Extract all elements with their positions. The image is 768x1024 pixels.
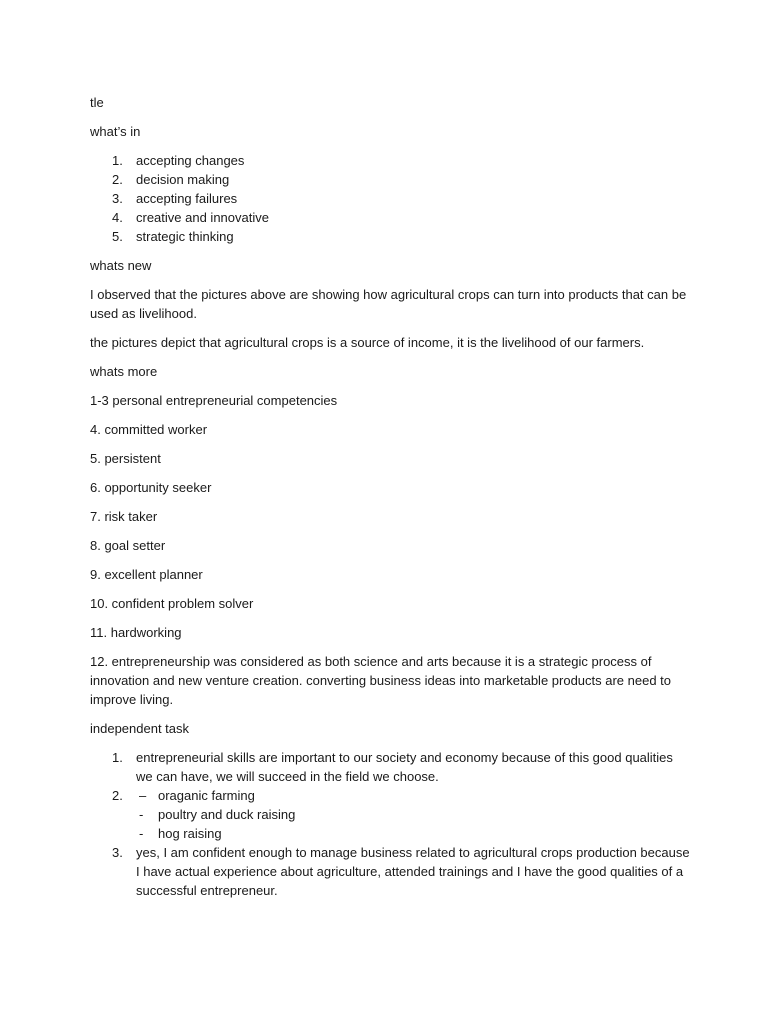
whats-new-paragraph-2: the pictures depict that agricultural crops is a source of income, it is the livelihood of our farmers. bbox=[90, 335, 645, 350]
whats-more-line: 10. confident problem solver bbox=[90, 596, 254, 611]
list-text: yes, I am confident enough to manage business related to agricultural crops production because I have actual experience about agriculture, attended trainings and I have the good qualities of a successful entrepreneur. bbox=[136, 845, 690, 898]
list-text: creative and innovative bbox=[136, 210, 269, 225]
list-number: 4. bbox=[112, 210, 123, 225]
list-text: accepting failures bbox=[136, 191, 238, 206]
whats-more-paragraph: 12. entrepreneurship was considered as both science and arts because it is a strategic process of innovation and new venture creation. converting business ideas into marketable products are need to improve living. bbox=[90, 654, 672, 707]
list-item bbox=[90, 843, 690, 900]
whats-more-line: 8. goal setter bbox=[90, 538, 166, 553]
sub-list-item bbox=[136, 824, 690, 843]
list-text: decision making bbox=[136, 172, 230, 187]
dash-marker: – bbox=[139, 788, 147, 803]
whats-more-line: 5. persistent bbox=[90, 451, 161, 466]
whats-in-title: what’s in bbox=[90, 124, 141, 139]
whats-more-line: 9. excellent planner bbox=[90, 567, 203, 582]
sub-list-text: hog raising bbox=[158, 826, 222, 841]
independent-task-title: independent task bbox=[90, 721, 190, 736]
whats-new-title: whats new bbox=[90, 258, 152, 273]
list-text: strategic thinking bbox=[136, 229, 234, 244]
list-item bbox=[90, 151, 690, 170]
list-number: 2. bbox=[112, 788, 123, 803]
list-item bbox=[90, 786, 690, 843]
list-text: entrepreneurial skills are important to our society and economy because of this good qualities we can have, we will succeed in the field we choose. bbox=[136, 750, 673, 784]
sub-list-item bbox=[136, 786, 690, 805]
whats-more-line: 4. committed worker bbox=[90, 422, 208, 437]
list-item bbox=[90, 170, 690, 189]
list-number: 2. bbox=[112, 172, 123, 187]
list-text: accepting changes bbox=[136, 153, 245, 168]
list-item bbox=[90, 208, 690, 227]
whats-more-title: whats more bbox=[90, 364, 158, 379]
whats-more-line: 1-3 personal entrepreneurial competencies bbox=[90, 393, 338, 408]
sub-list bbox=[136, 786, 690, 843]
whats-in-list bbox=[90, 151, 690, 246]
list-number: 1. bbox=[112, 750, 123, 765]
list-item bbox=[90, 748, 690, 786]
document-heading: tle bbox=[90, 95, 104, 110]
list-item bbox=[90, 189, 690, 208]
sub-list-text: poultry and duck raising bbox=[158, 807, 296, 822]
sub-list-text: oraganic farming bbox=[158, 788, 255, 803]
list-number: 3. bbox=[112, 191, 123, 206]
list-number: 3. bbox=[112, 845, 123, 860]
dash-marker: - bbox=[139, 807, 144, 822]
list-number: 5. bbox=[112, 229, 123, 244]
list-item bbox=[90, 227, 690, 246]
list-number: 1. bbox=[112, 153, 123, 168]
whats-more-line: 6. opportunity seeker bbox=[90, 480, 212, 495]
whats-more-line: 11. hardworking bbox=[90, 625, 182, 640]
independent-task-list bbox=[90, 748, 690, 900]
whats-more-line: 7. risk taker bbox=[90, 509, 158, 524]
sub-list-item bbox=[136, 805, 690, 824]
document-page bbox=[90, 93, 690, 910]
whats-new-paragraph-1: I observed that the pictures above are showing how agricultural crops can turn into products that can be used as livelihood. bbox=[90, 287, 687, 321]
dash-marker: - bbox=[139, 826, 144, 841]
